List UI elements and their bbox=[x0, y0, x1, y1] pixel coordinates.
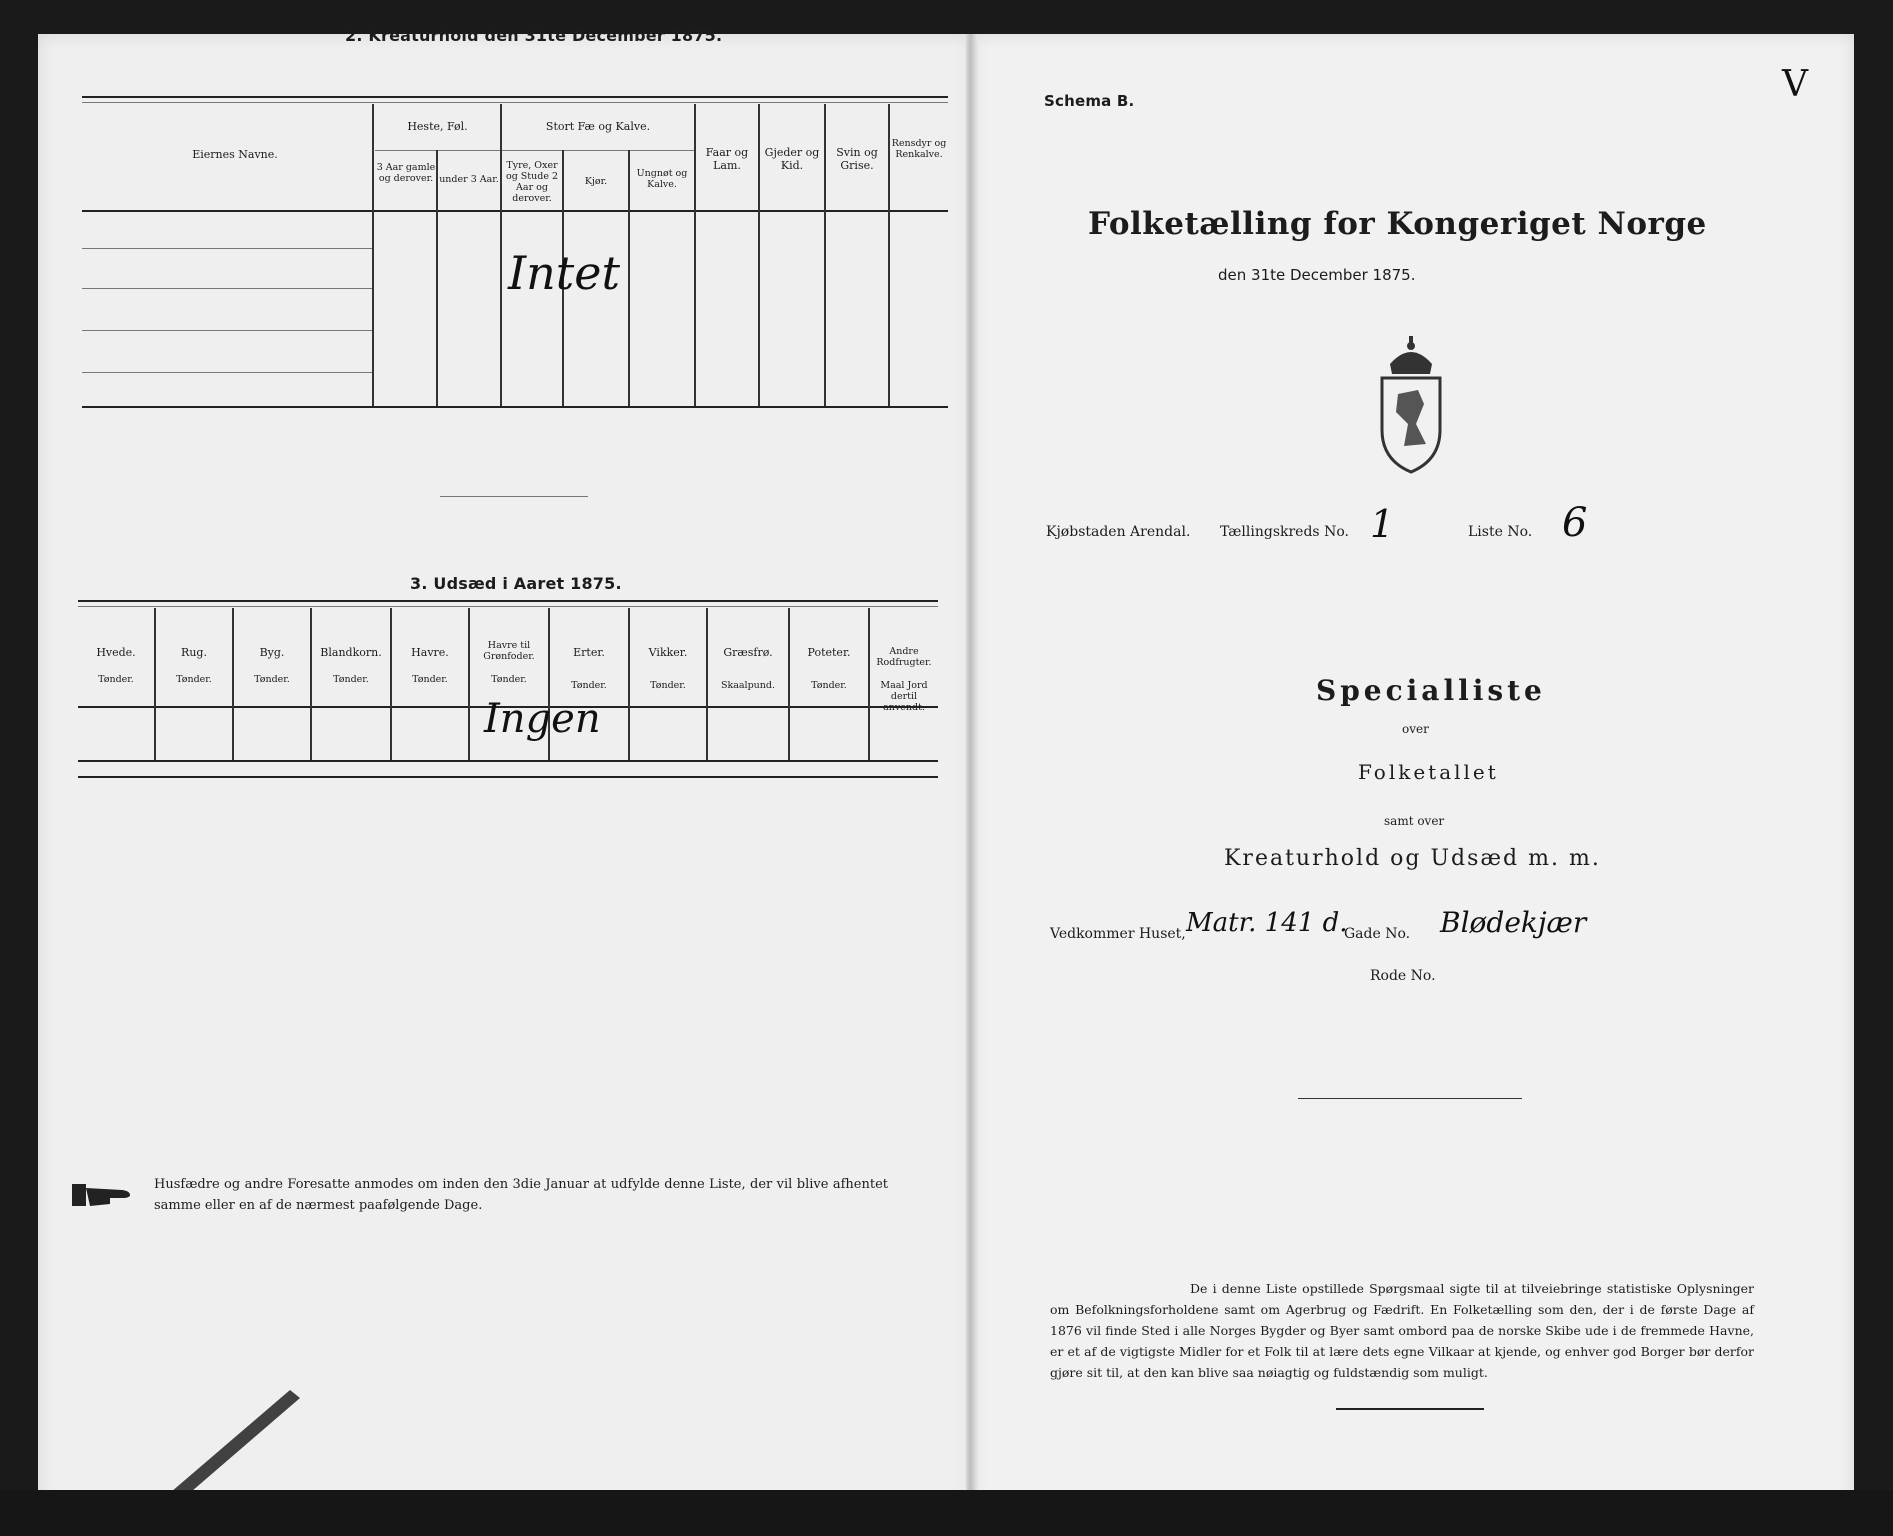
coat-of-arms-icon bbox=[1368, 334, 1454, 474]
s3-col-11-unit: Maal Jord dertil anvendt. bbox=[880, 680, 928, 713]
corner-mark: V bbox=[1782, 64, 1808, 105]
s3-col-1: Hvede. bbox=[96, 646, 136, 659]
rode-label: Rode No. bbox=[1370, 968, 1436, 984]
kreatur-label: Kreaturhold og Udsæd m. m. bbox=[1224, 846, 1601, 871]
bottom-shadow bbox=[0, 1490, 1893, 1536]
s2-cattle-sub-2: Kjør. bbox=[584, 176, 608, 187]
schema-label: Schema B. bbox=[1044, 92, 1135, 110]
s3-bottom-rule-2 bbox=[78, 776, 938, 778]
s2-cattle-sub-rule bbox=[502, 150, 694, 151]
section2-title: 2. Kreaturhold den 31te December 1875. bbox=[345, 26, 723, 45]
s2-horse-sub-rule bbox=[375, 150, 500, 151]
explanation-paragraph: De i denne Liste opstillede Spørgsmaal sigte til at tilveiebringe statistiske Oplysninger om Befolkningsforholdene samt om Agerbrug og Fædrift. En Folketælling som den, der i de første Dage af 1876 vil finde Sted i alle Norges Bygder og Byer samt ombord paa de norske Skibe ude i de fremmede Havne, er et af de vigtigste Midler for et Folk til at lære dets egne Vilkaar at kjende, og enhver god Borger bør derfor gjøre sit til, at den kan blive saa nøiagtig og fuldstændig som muligt. bbox=[1050, 1281, 1754, 1380]
s2-cattle-sub-1: Tyre, Oxer og Stude 2 Aar og derover. bbox=[505, 160, 559, 204]
s2-vline-3 bbox=[500, 104, 502, 406]
s2-pigs-header: Svin og Grise. bbox=[836, 146, 878, 172]
book-spine bbox=[966, 34, 978, 1526]
right-divider-1 bbox=[1298, 1098, 1522, 1099]
s3-top-rule bbox=[78, 600, 938, 602]
s2-vline-6 bbox=[694, 104, 696, 406]
district-label: Tællingskreds No. bbox=[1220, 524, 1349, 540]
s2-horses-sub-2: under 3 Aar. bbox=[439, 174, 499, 185]
notice-text: Husfædre og andre Foresatte anmodes om inden den 3die Januar at udfylde denne Liste, der vil blive afhentet samme eller en af de nærmest paafølgende Dage. bbox=[154, 1177, 888, 1213]
main-title: Folketælling for Kongeriget Norge bbox=[1088, 206, 1707, 242]
pointing-hand-icon bbox=[70, 1178, 138, 1212]
s3-col-2: Rug. bbox=[181, 646, 207, 659]
house-value: Matr. 141 d. bbox=[1186, 908, 1348, 938]
s3-col-5: Havre. bbox=[411, 646, 449, 659]
s3-top-rule-thin bbox=[78, 606, 938, 607]
samt-label: samt over bbox=[1384, 814, 1445, 828]
s2-sheep-header: Faar og Lam. bbox=[705, 146, 749, 172]
s2-owner-header: Eiernes Navne. bbox=[192, 148, 278, 161]
s3-bottom-rule bbox=[78, 760, 938, 762]
s3-col-4-unit: Tønder. bbox=[333, 674, 369, 685]
left-page bbox=[38, 34, 972, 1526]
s3-col-3: Byg. bbox=[259, 646, 285, 659]
census-date: den 31te December 1875. bbox=[1218, 266, 1416, 284]
s2-vline-2 bbox=[436, 150, 438, 406]
s2-cattle-header: Stort Fæ og Kalve. bbox=[545, 120, 651, 133]
folketallet-label: Folketallet bbox=[1358, 760, 1499, 784]
s3-col-4: Blandkorn. bbox=[320, 646, 382, 659]
s2-row-rule-2 bbox=[82, 288, 372, 289]
s2-top-rule bbox=[82, 96, 948, 98]
list-label: Liste No. bbox=[1468, 524, 1533, 540]
s2-vline-1 bbox=[372, 104, 374, 406]
street-label: Gade No. bbox=[1344, 926, 1411, 942]
house-label: Vedkommer Huset, bbox=[1050, 926, 1186, 942]
s2-goats-header: Gjeder og Kid. bbox=[764, 146, 820, 172]
s3-col-7: Erter. bbox=[573, 646, 605, 659]
s2-row-rule-1 bbox=[82, 248, 372, 249]
s2-cattle-sub-3: Ungnøt og Kalve. bbox=[636, 168, 688, 190]
s2-top-rule-thin bbox=[82, 102, 948, 103]
s3-col-7-unit: Tønder. bbox=[571, 680, 607, 691]
s2-horses-header: Heste, Føl. bbox=[407, 120, 468, 133]
s2-row-rule-4 bbox=[82, 372, 372, 373]
divider-short bbox=[440, 496, 588, 497]
section3-title: 3. Udsæd i Aaret 1875. bbox=[410, 574, 622, 593]
over-label: over bbox=[1402, 722, 1429, 736]
s3-col-9-unit: Skaalpund. bbox=[720, 680, 776, 691]
s2-reindeer-header: Rensdyr og Renkalve. bbox=[891, 138, 947, 160]
s3-col-1-unit: Tønder. bbox=[98, 674, 134, 685]
s2-bottom-rule bbox=[82, 406, 948, 408]
s3-col-9: Græsfrø. bbox=[723, 646, 773, 659]
right-divider-2 bbox=[1336, 1408, 1484, 1410]
district-value: 1 bbox=[1370, 502, 1395, 546]
s3-col-2-unit: Tønder. bbox=[176, 674, 212, 685]
s3-col-3-unit: Tønder. bbox=[254, 674, 290, 685]
s3-col-10: Poteter. bbox=[807, 646, 851, 659]
s2-header-rule bbox=[82, 210, 948, 212]
s2-handwritten-entry: Intet bbox=[508, 246, 620, 300]
s3-col-11: Andre Rodfrugter. bbox=[876, 646, 932, 668]
list-value: 6 bbox=[1562, 500, 1588, 546]
s3-col-8-unit: Tønder. bbox=[650, 680, 686, 691]
s3-col-6-unit: Tønder. bbox=[491, 674, 527, 685]
s3-col-8: Vikker. bbox=[648, 646, 688, 659]
s3-col-10-unit: Tønder. bbox=[811, 680, 847, 691]
town-label: Kjøbstaden Arendal. bbox=[1046, 524, 1191, 540]
street-value: Blødekjær bbox=[1440, 906, 1587, 939]
s3-col-6: Havre til Grønfoder. bbox=[483, 640, 535, 662]
s3-col-5-unit: Tønder. bbox=[412, 674, 448, 685]
s2-horses-sub-1: 3 Aar gamle og derover. bbox=[376, 162, 436, 184]
s3-handwritten-entry: Ingen bbox=[484, 696, 601, 742]
s2-row-rule-3 bbox=[82, 330, 372, 331]
special-title: Specialliste bbox=[1316, 674, 1546, 707]
